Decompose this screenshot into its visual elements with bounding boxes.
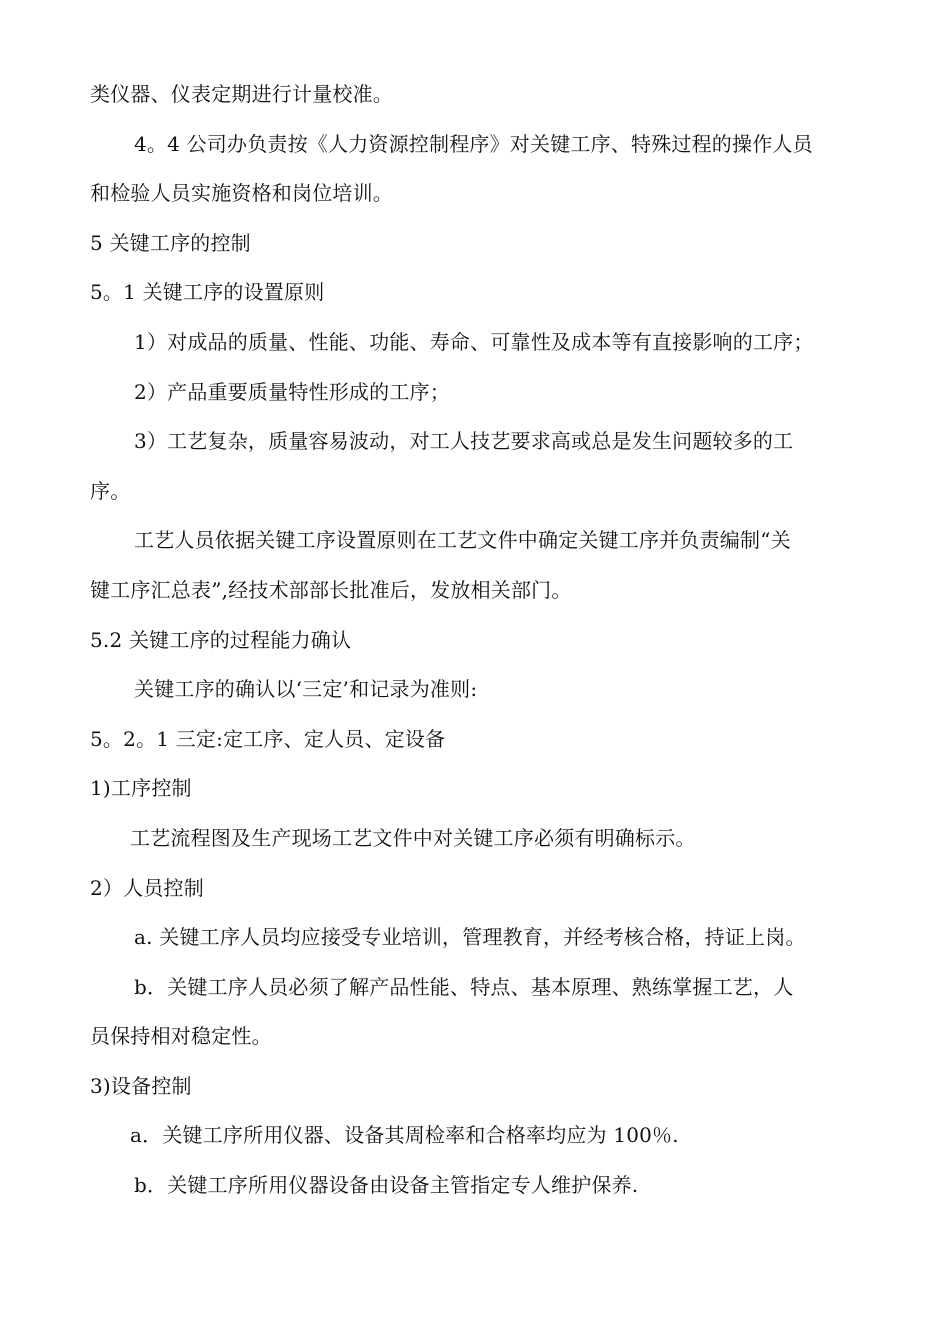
item-equipment-a: a．关键工序所用仪器、设备其周检率和合格率均应为 100％.	[130, 1123, 679, 1148]
subsection-heading-5-2-1: 5。2。1 三定:定工序、定人员、定设备	[90, 726, 446, 751]
paragraph-process-control: 工艺流程图及生产现场工艺文件中对关键工序必须有明确标示。	[130, 825, 696, 850]
heading-personnel-control: 2）人员控制	[90, 875, 204, 900]
list-item-2: 2）产品重要质量特性形成的工序；	[134, 379, 450, 404]
list-item-1: 1）对成品的质量、性能、功能、寿命、可靠性及成本等有直接影响的工序；	[134, 329, 814, 354]
item-personnel-a: a. 关键工序人员均应接受专业培训，管理教育，并经考核合格，持证上岗。	[134, 925, 806, 950]
list-item-3-continued: 序。	[90, 478, 131, 503]
heading-equipment-control: 3)设备控制	[90, 1073, 192, 1098]
item-personnel-b-continued: 员保持相对稳定性。	[90, 1024, 272, 1049]
paragraph-process-staff-continued: 键工序汇总表”,经技术部部长批准后，发放相关部门。	[90, 577, 572, 602]
list-item-3: 3）工艺复杂，质量容易波动，对工人技艺要求高或总是发生问题较多的工	[134, 429, 794, 454]
heading-process-control: 1)工序控制	[90, 776, 192, 801]
section-heading-5: 5 关键工序的控制	[90, 230, 251, 255]
text-line-1: 类仪器、仪表定期进行计量校准。	[90, 82, 393, 106]
item-equipment-b: b．关键工序所用仪器设备由设备主管指定专人维护保养.	[134, 1173, 639, 1198]
paragraph-process-staff: 工艺人员依据关键工序设置原则在工艺文件中确定关键工序并负责编制“关	[134, 528, 791, 553]
subsection-heading-5-1: 5。1 关键工序的设置原则	[90, 280, 325, 305]
text-line-3: 和检验人员实施资格和岗位培训。	[90, 181, 393, 206]
paragraph-confirmation-rule: 关键工序的确认以‘三定’和记录为准则:	[134, 677, 478, 702]
item-personnel-b: b．关键工序人员必须了解产品性能、特点、基本原理、熟练掌握工艺，人	[134, 974, 794, 999]
text-line-2: 4。4 公司办负责按《人力资源控制程序》对关键工序、特殊过程的操作人员	[134, 131, 813, 156]
subsection-heading-5-2: 5.2 关键工序的过程能力确认	[90, 627, 352, 652]
